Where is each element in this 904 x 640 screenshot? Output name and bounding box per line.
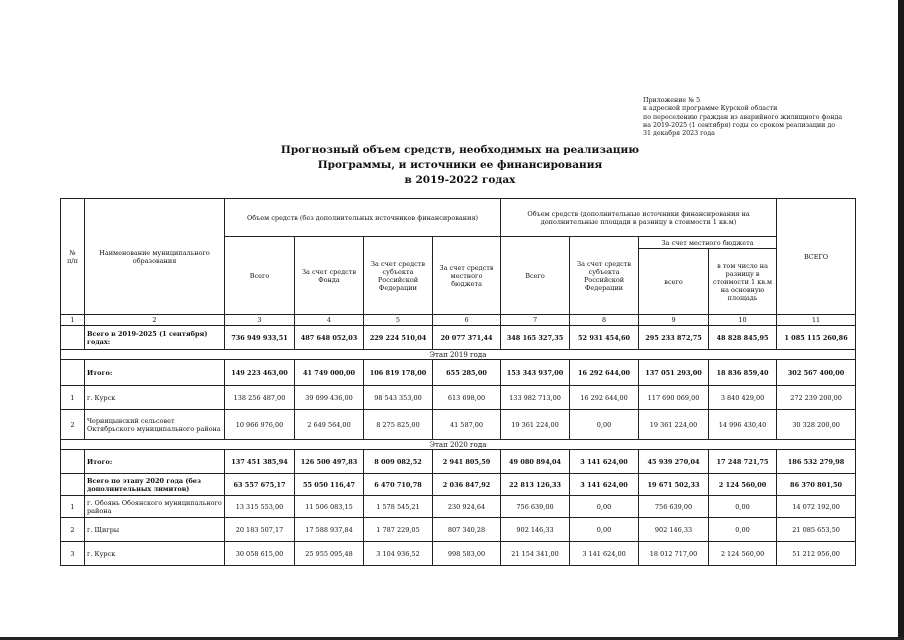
amount-cell: 63 557 675,17 [225, 474, 295, 496]
column-number: 10 [709, 315, 777, 326]
amount-cell: 8 009 082,52 [364, 450, 433, 474]
municipality-name: г. Щигры [85, 518, 225, 542]
header-col: Всего [501, 237, 570, 315]
amount-cell: 21 154 341,00 [501, 542, 570, 566]
amount-cell: 613 698,00 [433, 386, 501, 410]
amount-cell: 21 085 653,50 [777, 518, 856, 542]
municipality-name: Всего в 2019-2025 (1 сентября) годах: [85, 326, 225, 350]
municipality-name: Черницынский сельсовет Октябрьского муниципального района [85, 410, 225, 440]
amount-cell: 348 165 327,35 [501, 326, 570, 350]
amount-cell: 117 690 069,00 [639, 386, 709, 410]
row-number: 2 [61, 518, 85, 542]
municipality-name: г. Обоянь Обоянского муниципального района [85, 496, 225, 518]
amount-cell: 45 939 270,04 [639, 450, 709, 474]
document-title [260, 143, 660, 188]
amount-cell: 1 085 115 260,86 [777, 326, 856, 350]
stage-row [61, 350, 856, 360]
row-number [61, 450, 85, 474]
column-number: 2 [85, 315, 225, 326]
appendix-line: Приложение № 5 [643, 97, 701, 104]
amount-cell: 25 955 095,48 [295, 542, 364, 566]
amount-cell: 16 292 644,00 [570, 360, 639, 386]
amount-cell: 19 361 224,00 [639, 410, 709, 440]
column-number: 8 [570, 315, 639, 326]
amount-cell: 22 813 126,33 [501, 474, 570, 496]
amount-cell: 19 671 502,33 [639, 474, 709, 496]
amount-cell: 149 223 463,00 [225, 360, 295, 386]
amount-cell: 49 080 894,04 [501, 450, 570, 474]
row-number [61, 474, 85, 496]
header-total-all: ВСЕГО [777, 199, 856, 315]
table-row [61, 326, 856, 350]
appendix-note [643, 97, 888, 138]
column-number: 9 [639, 315, 709, 326]
amount-cell: 55 050 116,47 [295, 474, 364, 496]
amount-cell: 18 836 859,40 [709, 360, 777, 386]
municipality-name: Всего по этапу 2020 года (без дополнительных лимитов) [85, 474, 225, 496]
appendix-line: 31 декабря 2023 года [643, 130, 715, 138]
table-row [61, 474, 856, 496]
amount-cell: 295 233 872,75 [639, 326, 709, 350]
amount-cell: 2 124 560,00 [709, 474, 777, 496]
header-col: Всего [225, 237, 295, 315]
stage-label: Этап 2020 года [61, 440, 856, 450]
amount-cell: 0,00 [709, 518, 777, 542]
column-number: 1 [61, 315, 85, 326]
appendix-line: на 2019-2025 (1 сентября) годы со сроком реализации до [643, 121, 836, 129]
amount-cell: 8 275 825,00 [364, 410, 433, 440]
amount-cell: 756 639,00 [501, 496, 570, 518]
header-num: № п/п [61, 199, 85, 315]
table-row [61, 410, 856, 440]
amount-cell: 41 587,00 [433, 410, 501, 440]
amount-cell: 230 924,64 [433, 496, 501, 518]
amount-cell: 153 343 937,00 [501, 360, 570, 386]
column-number: 3 [225, 315, 295, 326]
amount-cell: 14 996 430,40 [709, 410, 777, 440]
header-col: За счет средств субъекта Российской Федерации [570, 237, 639, 315]
amount-cell: 487 648 052,03 [295, 326, 364, 350]
table-body [61, 326, 856, 566]
municipality-name: г. Курск [85, 386, 225, 410]
row-number: 3 [61, 542, 85, 566]
amount-cell: 18 012 717,00 [639, 542, 709, 566]
amount-cell: 6 470 710,78 [364, 474, 433, 496]
municipality-name: г. Курск [85, 542, 225, 566]
appendix-line: к адресной программе Курской области [643, 105, 778, 113]
amount-cell: 2 649 564,00 [295, 410, 364, 440]
amount-cell: 98 543 353,00 [364, 386, 433, 410]
title-line: в 2019-2022 годах [404, 174, 516, 186]
column-number: 4 [295, 315, 364, 326]
header-col: За счет средств субъекта Российской Федерации [364, 237, 433, 315]
amount-cell: 17 248 721,75 [709, 450, 777, 474]
header-group-additional: Объем средств (дополнительные источники финансирования на дополнительные площади в разницу в стоимости 1 кв.м) [501, 199, 777, 237]
amount-cell: 3 141 624,00 [570, 542, 639, 566]
amount-cell: 229 224 510,04 [364, 326, 433, 350]
title-line: Программы, и источники ее финансирования [317, 159, 603, 171]
header-col: в том числе на разницу в стоимости 1 кв.м на основную площадь [709, 249, 777, 315]
header-name: Наименование муниципального образования [85, 199, 225, 315]
amount-cell: 3 104 936,52 [364, 542, 433, 566]
amount-cell: 30 058 615,00 [225, 542, 295, 566]
amount-cell: 106 819 178,00 [364, 360, 433, 386]
amount-cell: 3 141 624,00 [570, 474, 639, 496]
amount-cell: 0,00 [570, 518, 639, 542]
column-number: 6 [433, 315, 501, 326]
header-col: За счет средств Фонда [295, 237, 364, 315]
amount-cell: 756 639,00 [639, 496, 709, 518]
amount-cell: 11 506 083,15 [295, 496, 364, 518]
amount-cell: 20 077 371,44 [433, 326, 501, 350]
amount-cell: 17 588 937,84 [295, 518, 364, 542]
amount-cell: 30 328 200,00 [777, 410, 856, 440]
amount-cell: 41 749 000,00 [295, 360, 364, 386]
row-number: 1 [61, 386, 85, 410]
amount-cell: 1 578 545,21 [364, 496, 433, 518]
amount-cell: 0,00 [570, 410, 639, 440]
row-number [61, 360, 85, 386]
amount-cell: 998 583,00 [433, 542, 501, 566]
title-line: Прогнозный объем средств, необходимых на реализацию [280, 144, 640, 156]
amount-cell: 138 256 487,00 [225, 386, 295, 410]
amount-cell: 52 931 454,60 [570, 326, 639, 350]
amount-cell: 16 292 644,00 [570, 386, 639, 410]
amount-cell: 302 567 400,00 [777, 360, 856, 386]
header-group-main: Объем средств (без дополнительных источников финансирования) [225, 199, 501, 237]
amount-cell: 2 124 560,00 [709, 542, 777, 566]
amount-cell: 3 141 624,00 [570, 450, 639, 474]
column-number-row [61, 315, 856, 326]
column-number: 7 [501, 315, 570, 326]
funding-table [60, 198, 856, 566]
amount-cell: 655 285,00 [433, 360, 501, 386]
amount-cell: 186 532 279,98 [777, 450, 856, 474]
amount-cell: 14 072 192,00 [777, 496, 856, 518]
amount-cell: 10 966 976,00 [225, 410, 295, 440]
header-col: всего [639, 249, 709, 315]
table-row [61, 518, 856, 542]
table-row [61, 542, 856, 566]
table-row [61, 450, 856, 474]
amount-cell: 1 787 229,05 [364, 518, 433, 542]
table-row [61, 360, 856, 386]
amount-cell: 2 941 805,59 [433, 450, 501, 474]
column-number: 11 [777, 315, 856, 326]
table-header [61, 199, 856, 326]
amount-cell: 807 340,28 [433, 518, 501, 542]
table-row [61, 386, 856, 410]
stage-label: Этап 2019 года [61, 350, 856, 360]
municipality-name: Итого: [85, 450, 225, 474]
amount-cell: 133 982 713,00 [501, 386, 570, 410]
amount-cell: 3 840 429,00 [709, 386, 777, 410]
appendix-line: по переселению граждан из аварийного жилищного фонда [643, 113, 843, 121]
amount-cell: 902 146,33 [501, 518, 570, 542]
amount-cell: 51 212 956,00 [777, 542, 856, 566]
amount-cell: 126 500 497,83 [295, 450, 364, 474]
amount-cell: 272 239 200,00 [777, 386, 856, 410]
row-number [61, 326, 85, 350]
amount-cell: 48 828 845,95 [709, 326, 777, 350]
row-number: 2 [61, 410, 85, 440]
amount-cell: 902 146,33 [639, 518, 709, 542]
column-number: 5 [364, 315, 433, 326]
amount-cell: 0,00 [709, 496, 777, 518]
amount-cell: 19 361 224,00 [501, 410, 570, 440]
amount-cell: 137 451 385,94 [225, 450, 295, 474]
amount-cell: 13 315 553,00 [225, 496, 295, 518]
header-col: За счет средств местного бюджета [433, 237, 501, 315]
amount-cell: 736 949 933,51 [225, 326, 295, 350]
header-local-budget: За счет местного бюджета [639, 237, 777, 249]
amount-cell: 86 370 801,50 [777, 474, 856, 496]
amount-cell: 20 183 507,17 [225, 518, 295, 542]
amount-cell: 39 099 436,00 [295, 386, 364, 410]
scan-edge-right [898, 0, 904, 640]
row-number: 1 [61, 496, 85, 518]
municipality-name: Итого: [85, 360, 225, 386]
amount-cell: 2 036 847,92 [433, 474, 501, 496]
table-row [61, 496, 856, 518]
amount-cell: 137 051 293,00 [639, 360, 709, 386]
stage-row [61, 440, 856, 450]
amount-cell: 0,00 [570, 496, 639, 518]
